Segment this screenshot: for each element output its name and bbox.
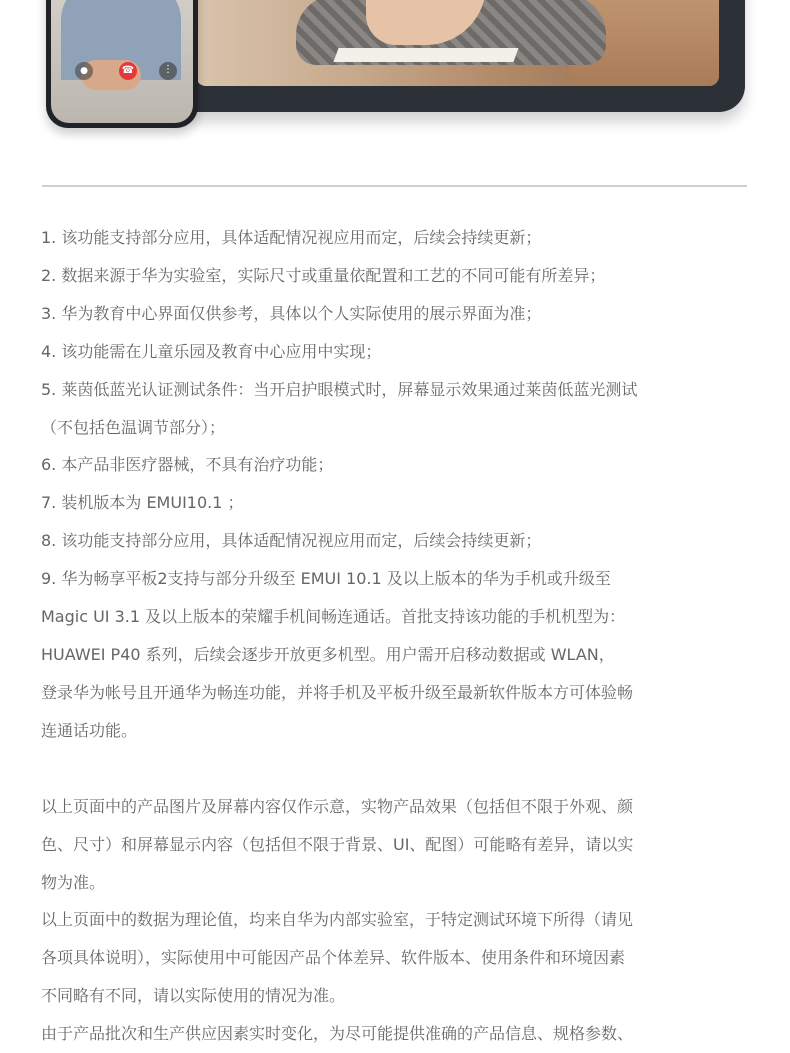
disclaimer-line: 由于产品批次和生产供应因素实时变化，为尽可能提供准确的产品信息、规格参数、 bbox=[41, 1024, 634, 1044]
footnote-line: 登录华为帐号且开通华为畅连功能，并将手机及平板升级至最新软件版本方可体验畅 bbox=[41, 682, 634, 702]
phone-device bbox=[46, 0, 198, 128]
product-image bbox=[0, 0, 790, 140]
more-icon: ⋮ bbox=[159, 62, 177, 80]
tablet-device bbox=[170, 0, 745, 112]
footnote-line: 7. 装机版本为 EMUI10.1 ； bbox=[41, 493, 244, 513]
paragraph-gap bbox=[41, 750, 753, 788]
disclaimer-line: 以上页面中的数据为理论值，均来自华为内部实验室，于特定测试环境下所得（请见 bbox=[41, 910, 634, 930]
footnote-line: 连通话功能。 bbox=[41, 720, 138, 740]
end-call-icon: ☎ bbox=[119, 62, 137, 80]
footnote-line: （不包括色温调节部分）； bbox=[41, 417, 226, 437]
footnote-line: 5. 莱茵低蓝光认证测试条件：当开启护眼模式时，屏幕显示效果通过莱茵低蓝光测试 bbox=[41, 379, 638, 399]
footnotes bbox=[41, 219, 753, 1053]
mute-icon: ● bbox=[75, 62, 93, 80]
footnote-line: 3. 华为教育中心界面仅供参考，具体以个人实际使用的展示界面为准； bbox=[41, 303, 542, 323]
tablet-screen bbox=[196, 0, 719, 86]
footnote-line: HUAWEI P40 系列，后续会逐步开放更多机型。用户需开启移动数据或 WLAN， bbox=[41, 644, 615, 664]
phone-screen bbox=[51, 0, 193, 123]
footnote-line: 6. 本产品非医疗器械，不具有治疗功能； bbox=[41, 455, 334, 475]
footnote-line: Magic UI 3.1 及以上版本的荣耀手机间畅连通话。首批支持该功能的手机机型为： bbox=[41, 607, 626, 627]
disclaimer-line: 不同略有不同，请以实际使用的情况为准。 bbox=[41, 986, 346, 1006]
footnote-line: 9. 华为畅享平板2支持与部分升级至 EMUI 10.1 及以上版本的华为手机或升级至 bbox=[41, 569, 611, 589]
book-image bbox=[333, 48, 518, 62]
footnote-line: 8. 该功能支持部分应用，具体适配情况视应用而定，后续会持续更新； bbox=[41, 531, 542, 551]
disclaimer-line: 各项具体说明），实际使用中可能因产品个体差异、软件版本、使用条件和环境因素 bbox=[41, 948, 626, 968]
disclaimer-line: 物为准。 bbox=[41, 872, 106, 892]
footnote-line: 4. 该功能需在儿童乐园及教育中心应用中实现； bbox=[41, 341, 382, 361]
divider bbox=[42, 185, 747, 187]
footnote-line: 1. 该功能支持部分应用，具体适配情况视应用而定，后续会持续更新； bbox=[41, 228, 542, 247]
disclaimer-line: 色、尺寸）和屏幕显示内容（包括但不限于背景、UI、配图）可能略有差异，请以实 bbox=[41, 834, 634, 854]
disclaimer-line: 以上页面中的产品图片及屏幕内容仅作示意，实物产品效果（包括但不限于外观、颜 bbox=[41, 796, 634, 816]
footnote-line: 2. 数据来源于华为实验室，实际尺寸或重量依配置和工艺的不同可能有所差异； bbox=[41, 265, 606, 285]
